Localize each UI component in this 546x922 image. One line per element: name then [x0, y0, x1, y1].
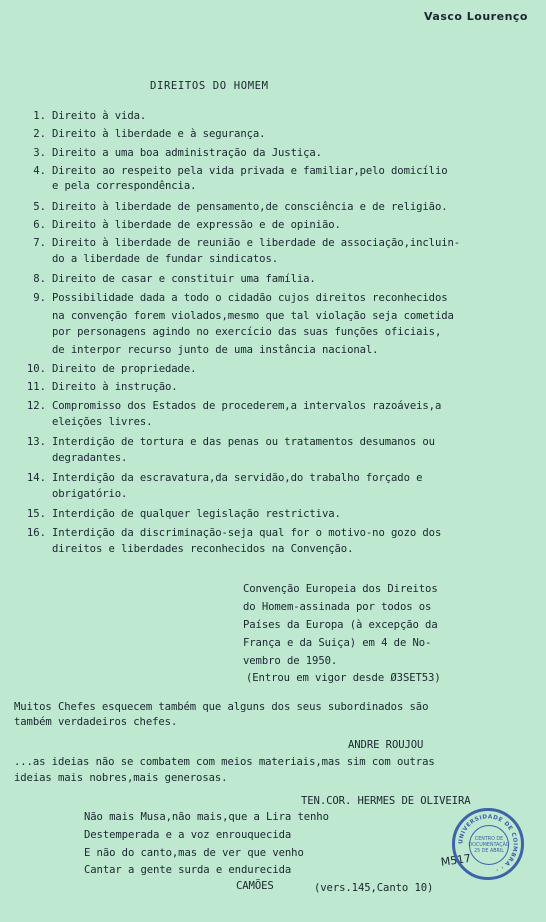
right-text-line: Interdição da escravatura,da servidão,do trabalho forçado e	[52, 472, 423, 484]
right-text-line: Interdição de qualquer legislação restrictiva.	[52, 508, 341, 520]
archive-stamp-icon	[452, 808, 524, 880]
right-text-line: do a liberdade de fundar sindicatos.	[52, 253, 279, 265]
right-text-line: Direito ao respeito pela vida privada e familiar,pelo domicílio	[52, 165, 448, 177]
source-note-line: vembro de 1950.	[243, 655, 338, 667]
right-number: 13.	[26, 436, 46, 448]
right-number: 11.	[26, 381, 46, 393]
quote2-line-1: ...as ideias não se combatem com meios materiais,mas sim com outras	[14, 756, 435, 768]
right-text-line: Direito de casar e constituir uma família.	[52, 273, 316, 285]
source-note-line: do Homem-assinada por todos os	[243, 601, 432, 613]
poem-line-4: Cantar a gente surda e endurecida	[84, 864, 292, 876]
stamp-center-text: CENTRO DE DOCUMENTAÇÃO 25 DE ABRIL	[468, 837, 510, 854]
right-number: 15.	[26, 508, 46, 520]
right-number: 14.	[26, 472, 46, 484]
quote2-line-2: ideias mais nobres,mais generosas.	[14, 772, 228, 784]
right-number: 4.	[33, 165, 46, 177]
right-number: 5.	[33, 201, 46, 213]
right-text-line: Direito a uma boa administração da Justiça.	[52, 147, 322, 159]
right-text-line: Interdição de tortura e das penas ou tratamentos desumanos ou	[52, 436, 435, 448]
right-number: 6.	[33, 219, 46, 231]
right-text-line: Possibilidade dada a todo o cidadão cujos direitos reconhecidos	[52, 292, 448, 304]
right-text-line: na convenção forem violados,mesmo que tal violação seja cometida	[52, 310, 454, 322]
document-title: DIREITOS DO HOMEM	[150, 80, 269, 92]
right-number: 1.	[33, 110, 46, 122]
right-text-line: Direito à liberdade e à segurança.	[52, 128, 266, 140]
quote1-line-2: também verdadeiros chefes.	[14, 716, 178, 728]
right-text-line: Compromisso dos Estados de procederem,a intervalos razoáveis,a	[52, 400, 442, 412]
right-text-line: eleições livres.	[52, 416, 153, 428]
right-text-line: Direito à liberdade de expressão e de opinião.	[52, 219, 341, 231]
poem-line-3: E não do canto,mas de ver que venho	[84, 847, 304, 859]
right-number: 2.	[33, 128, 46, 140]
right-text-line: obrigatório.	[52, 488, 128, 500]
svg-text:UNIVERSIDADE DE COIMBRA · ·: UNIVERSIDADE DE COIMBRA · ·	[458, 814, 518, 873]
author-name: Vasco Lourenço	[424, 10, 528, 23]
poem-line-1: Não mais Musa,não mais,que a Lira tenho	[84, 811, 329, 823]
right-text-line: por personagens agindo no exercício das suas funções oficiais,	[52, 326, 442, 338]
right-number: 10.	[26, 363, 46, 375]
quote1-author: ANDRE ROUJOU	[348, 739, 424, 751]
right-number: 12.	[26, 400, 46, 412]
right-text-line: e pela correspondência.	[52, 180, 197, 192]
source-note-line: Países da Europa (à excepção da	[243, 619, 438, 631]
right-text-line: Direito à vida.	[52, 110, 147, 122]
poem-line-2: Destemperada e a voz enrouquecida	[84, 829, 292, 841]
right-text-line: Direito à liberdade de pensamento,de consciência e de religião.	[52, 201, 448, 213]
quote2-author: TEN.COR. HERMES DE OLIVEIRA	[301, 795, 471, 807]
right-number: 3.	[33, 147, 46, 159]
right-number: 9.	[33, 292, 46, 304]
right-text-line: de interpor recurso junto de uma instância nacional.	[52, 344, 379, 356]
right-text-line: direitos e liberdades reconhecidos na Convenção.	[52, 543, 354, 555]
right-text-line: Direito à instrução.	[52, 381, 178, 393]
right-text-line: Interdição da discriminação-seja qual for o motivo-no gozo dos	[52, 527, 442, 539]
source-note-line: (Entrou em vigor desde Ø3SET53)	[246, 672, 441, 684]
source-note-line: Convenção Europeia dos Direitos	[243, 583, 438, 595]
right-number: 7.	[33, 237, 46, 249]
right-text-line: Direito à liberdade de reunião e liberdade de associação,incluin-	[52, 237, 461, 249]
source-note-line: França e da Suiça) em 4 de No-	[243, 637, 432, 649]
right-number: 8.	[33, 273, 46, 285]
poem-reference: (vers.145,Canto 10)	[314, 882, 434, 894]
right-text-line: Direito de propriedade.	[52, 363, 197, 375]
quote1-line-1: Muitos Chefes esquecem também que alguns dos seus subordinados são	[14, 701, 429, 713]
right-number: 16.	[26, 527, 46, 539]
poem-author: CAMÕES	[236, 880, 274, 892]
right-text-line: degradantes.	[52, 452, 128, 464]
handwritten-code: M517	[440, 851, 472, 869]
